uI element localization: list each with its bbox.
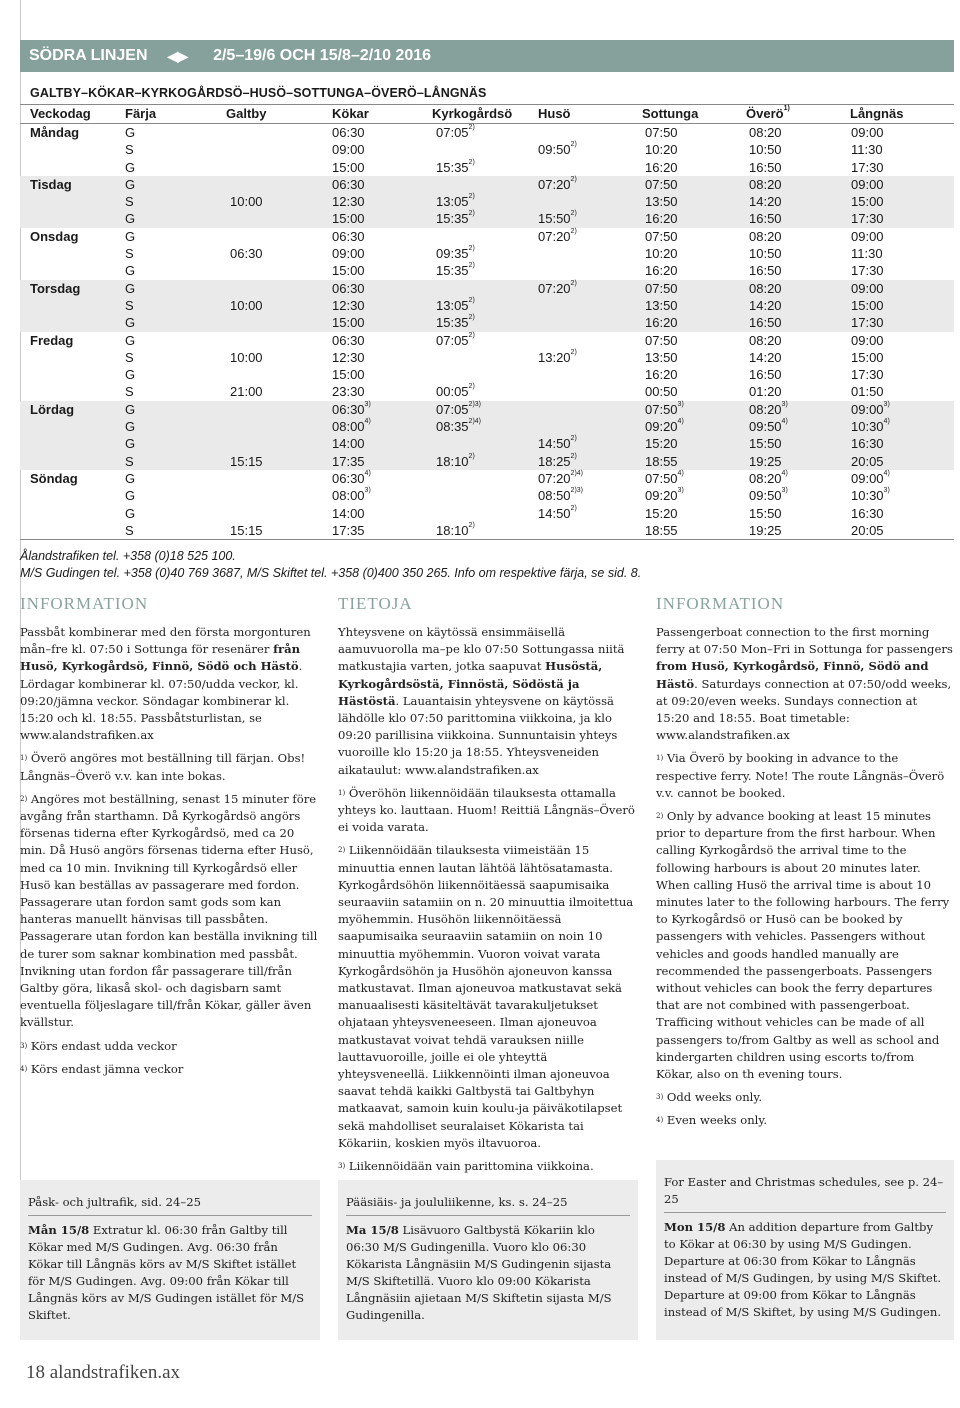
footnote-2: $^{2)}$ Angöres mot beställning, senast 15 minuter före avgång från starthamn. Då Kyrkogårdsö angörs försenas tiderna efter Kyrkogårdsö, med ca 20 min. Då Husö angörs försenas tiderna efter Husö, med ca 10 min. Invikning till Kyrkogårdsö eller Husö kan beställas av passagerare med fordon. Passagerare utan fordon samt gods som kan hanteras manuellt hänvisas till passbåten. Passagerare utan fordon kan beställa invikning till de turer som saknar kombination med passbåt. Invikning utan fordon får passagerare till/från Galtby göra, likaså skol- och dagisbarn samt eventuella följeslagare till/från Kökar, gäller även kvällstur.: [20, 791, 318, 1030]
timetable-row: [20, 314, 954, 331]
timetable-row: [20, 159, 954, 176]
footnote-1: $^{1)}$ Överöhön liikennöidään tilauksesta ottamalla yhteys ko. lauttaan. Huom! Reittiä Långnäs–Överö ei voida varata.: [338, 785, 635, 835]
weekday-cell: Lördag: [30, 401, 75, 417]
time-cell: 15:35$^{2)}$: [436, 262, 475, 279]
time-cell: 08:20$^{4)}$: [749, 469, 788, 486]
info-heading: TIETOJA: [338, 594, 413, 613]
time-cell: 07:50: [645, 280, 678, 296]
time-cell: 12:30: [332, 349, 365, 365]
time-cell: 15:35$^{2)}$: [436, 314, 475, 331]
footnote-3: $^{3)}$ Liikennöidään vain parittomina viikkoina.: [338, 1159, 594, 1174]
time-cell: 06:30: [332, 125, 365, 140]
col-header: Kyrkogårdsö: [432, 106, 513, 121]
time-cell: 07:20$^{2)}$: [538, 227, 577, 244]
time-cell: 15:00: [851, 349, 884, 365]
col-header: Överö$^{1)}$: [746, 105, 790, 121]
notice-text: Mån 15/8 Extratur kl. 06:30 från Galtby till Kökar med M/S Gudingen. Avg. 06:30 från Kökar till Långnäs körs av M/S Skiftet istället för M/S Gudingen. Avg. 09:00 från Kökar till Långnäs körs av M/S Gudingen istället för M/S Skiftet.: [28, 1223, 305, 1322]
time-cell: 17:30: [851, 211, 884, 227]
time-cell: 09:50$^{4)}$: [749, 418, 788, 435]
ferry-cell: G: [125, 228, 136, 244]
weekday-cell: Tisdag: [30, 176, 72, 192]
time-cell: 14:20: [749, 194, 782, 210]
time-cell: 09:35$^{2)}$: [436, 245, 475, 262]
time-cell: 17:30: [851, 263, 884, 279]
time-cell: 16:20: [645, 367, 678, 383]
time-cell: 17:30: [851, 159, 884, 175]
time-cell: 09:00: [332, 142, 365, 158]
notice-text: Ma 15/8 Lisävuoro Galtbystä Kökariin klo 06:30 M/S Gudingenilla. Vuoro klo 06:30 Kökarista Långnäsiin M/S Gudingenin sijasta M/S Skiftetillä. Vuoro klo 09:00 Kökarista Långnäsiin ajietaan M/S Skiftetin sijasta M/S Gudingenilla.: [346, 1223, 612, 1322]
time-cell: 16:20: [645, 263, 678, 279]
timetable-row: [20, 401, 954, 418]
timetable-row: [20, 245, 954, 262]
time-cell: 16:20: [645, 211, 678, 227]
ferry-cell: G: [125, 488, 136, 504]
ferry-cell: S: [125, 246, 134, 262]
time-cell: 14:00: [332, 436, 365, 452]
time-cell: 06:30: [332, 280, 365, 296]
time-cell: 19:25: [749, 453, 782, 469]
direction-arrows-icon: ◀▶: [167, 47, 188, 64]
time-cell: $08:35^{2)4)}$: [436, 418, 481, 435]
time-cell: 09:00: [851, 280, 884, 296]
page-footer: [26, 1362, 180, 1384]
time-cell: 09:00: [332, 246, 365, 262]
ferry-cell: S: [125, 384, 134, 400]
time-cell: 18:25$^{2)}$: [538, 452, 577, 469]
time-cell: 07:50: [645, 332, 678, 348]
time-cell: 10:20: [645, 142, 678, 158]
time-cell: 08:20: [749, 228, 782, 244]
timetable-header: [20, 105, 954, 124]
line-name: SÖDRA LINJEN: [29, 47, 148, 64]
time-cell: 06:30: [332, 228, 365, 244]
contact-info: [20, 548, 641, 581]
col-header: Långnäs: [850, 106, 904, 121]
time-cell: 09:00: [851, 228, 884, 244]
time-cell: 18:10$^{2)}$: [436, 521, 475, 538]
footnote-4: $^{4)}$ Körs endast jämna veckor: [20, 1061, 184, 1076]
contact-line: Ålandstrafiken tel. +358 (0)18 525 100.: [20, 549, 236, 563]
time-cell: $07:05^{2)3)}$: [436, 400, 481, 417]
time-cell: 17:35: [332, 453, 365, 469]
time-cell: 15:00: [851, 297, 884, 313]
ferry-cell: S: [125, 142, 134, 158]
time-cell: 08:00$^{4)}$: [332, 418, 371, 435]
site-link[interactable]: alandstrafiken.ax: [49, 1362, 181, 1383]
timetable-row: [20, 470, 954, 487]
time-cell: 14:20: [749, 349, 782, 365]
time-cell: 14:50$^{2)}$: [538, 435, 577, 452]
time-cell: 10:20: [645, 246, 678, 262]
time-cell: 15:35$^{2)}$: [436, 158, 475, 175]
time-cell: 13:50: [645, 297, 678, 313]
time-cell: 16:50: [749, 211, 782, 227]
time-cell: 17:30: [851, 315, 884, 331]
time-cell: 01:50: [851, 384, 884, 400]
ferry-cell: G: [125, 332, 136, 348]
time-cell: 16:50: [749, 263, 782, 279]
col-header: Galtby: [226, 106, 267, 121]
time-cell: 09:20$^{3)}$: [645, 487, 684, 504]
time-cell: 19:25: [749, 522, 782, 538]
notice-box-english: [656, 1160, 954, 1340]
ferry-cell: S: [125, 522, 134, 538]
time-cell: 17:30: [851, 367, 884, 383]
timetable-row: [20, 124, 954, 141]
time-cell: 09:00$^{3)}$: [851, 400, 890, 417]
ferry-cell: G: [125, 401, 136, 417]
time-cell: $07:20^{2)4)}$: [538, 469, 583, 486]
time-cell: 07:50: [645, 125, 678, 140]
time-cell: 16:50: [749, 367, 782, 383]
time-cell: 07:50: [645, 176, 678, 192]
time-cell: 08:20$^{3)}$: [749, 400, 788, 417]
ferry-cell: G: [125, 315, 136, 331]
footnote-3: $^{3)}$ Körs endast udda veckor: [20, 1038, 177, 1053]
ferry-cell: G: [125, 505, 136, 521]
time-cell: 07:50$^{4)}$: [645, 469, 684, 486]
info-heading: INFORMATION: [656, 594, 785, 613]
time-cell: 09:50$^{2)}$: [538, 141, 577, 158]
time-cell: 15:20: [645, 436, 678, 452]
timetable-row: [20, 349, 954, 366]
timetable-row: [20, 522, 954, 539]
time-cell: 17:35: [332, 522, 365, 538]
time-cell: 09:00: [851, 125, 884, 140]
period: 2/5–19/6 OCH 15/8–2/10 2016: [213, 47, 432, 64]
timetable-row: [20, 297, 954, 314]
time-cell: 07:20$^{2)}$: [538, 279, 577, 296]
time-cell: 07:50: [645, 228, 678, 244]
time-cell: 13:50: [645, 194, 678, 210]
time-cell: 18:10$^{2)}$: [436, 452, 475, 469]
timetable-row: [20, 141, 954, 158]
time-cell: 18:55: [645, 453, 678, 469]
timetable-row: [20, 176, 954, 193]
ferry-cell: G: [125, 263, 136, 279]
ferry-cell: G: [125, 211, 136, 227]
ferry-cell: S: [125, 297, 134, 313]
ferry-cell: S: [125, 194, 134, 210]
weekday-cell: Fredag: [30, 332, 74, 348]
time-cell: 15:20: [645, 505, 678, 521]
footnote-2: $^{2)}$ Liikennöidään tilauksesta viimeistään 15 minuuttia ennen lautan lähtöä lähtösatamasta. Kyrkogårdsöhön liikennöitäessä saapumisaika seuraaviin satamiin on n. 20 minuuttia ilmoitettua myöhemmin. Husöhön liikennöitäessä saapumisaika seuraaviin satamiin on noin 10 minuuttia myöhemmin. Vuoron voivat varata Kyrkogårdsöhön ja Husöhön ajoneuvon kanssa matkustavat. Ilman ajoneuvoa matkustavat sekä manuaalisesti käsiteltävät tavarakuljetukset ohjataan yhteysveneeseen. Ilman ajoneuvoa matkustavat voivat tehdä varauksen niille lauttavuoroille, joille ei ole yhteyttä yhteysveneellä. Liikkennöinti ilman ajoneuvoa saavat tehdä kaikki Galtbystä tai Galtbyhyn matkaavat, samoin kuin koulu-ja päiväkotilapset sekä mahdolliset seuralaiset Kökarista tai Kökariin, koskien myös iltavuoroa.: [338, 843, 634, 1150]
time-cell: 10:30$^{4)}$: [851, 418, 890, 435]
col-header: Kökar: [332, 106, 369, 121]
time-cell: 09:00$^{4)}$: [851, 469, 890, 486]
time-cell: 10:50: [749, 142, 782, 158]
time-cell: 15:00: [332, 211, 365, 227]
weekday-cell: Söndag: [30, 470, 78, 486]
time-cell: 15:50$^{2)}$: [538, 210, 577, 227]
ferry-cell: G: [125, 367, 136, 383]
notice-box-finnish: [338, 1180, 638, 1340]
info-english: [656, 594, 954, 1136]
time-cell: 21:00: [230, 384, 263, 400]
line-header: [20, 40, 954, 72]
col-header: Sottunga: [642, 106, 699, 121]
time-cell: 16:50: [749, 315, 782, 331]
ferry-cell: S: [125, 453, 134, 469]
time-cell: 16:30: [851, 436, 884, 452]
timetable-row: [20, 487, 954, 504]
time-cell: 09:20$^{4)}$: [645, 418, 684, 435]
time-cell: 16:30: [851, 505, 884, 521]
time-cell: 16:50: [749, 159, 782, 175]
time-cell: 06:30$^{3)}$: [332, 400, 371, 417]
time-cell: 10:00: [230, 194, 263, 210]
time-cell: 20:05: [851, 453, 884, 469]
timetable-row: [20, 366, 954, 383]
time-cell: 09:00: [851, 176, 884, 192]
timetable-row: [20, 280, 954, 297]
timetable-row: [20, 332, 954, 349]
weekday-cell: Måndag: [30, 125, 80, 140]
time-cell: 12:30: [332, 194, 365, 210]
ferry-cell: G: [125, 436, 136, 452]
timetable-row: [20, 262, 954, 279]
time-cell: 10:30$^{3)}$: [851, 487, 890, 504]
time-cell: 15:00: [332, 263, 365, 279]
ferry-cell: G: [125, 125, 136, 140]
time-cell: 12:30: [332, 297, 365, 313]
footnote-4: $^{4)}$ Even weeks only.: [656, 1113, 768, 1128]
timetable: [20, 104, 954, 540]
notice-text: Mon 15/8 An addition departure from Galtby to Kökar at 06:30 by using M/S Gudingen. Departure at 06:30 from Kökar to Långnäs instead of M/S Gudingen, by using M/S Skiftet. Departure at 09:00 from Kökar to Långnäs instead of M/S Skiftet, by using M/S Gudingen.: [664, 1220, 942, 1319]
time-cell: $08:50^{2)3)}$: [538, 487, 583, 504]
time-cell: 14:20: [749, 297, 782, 313]
time-cell: 06:30: [230, 246, 263, 262]
time-cell: 07:20$^{2)}$: [538, 175, 577, 192]
ferry-cell: G: [125, 176, 136, 192]
col-header: Husö: [538, 106, 571, 121]
weekday-cell: Torsdag: [30, 280, 81, 296]
time-cell: 08:20: [749, 280, 782, 296]
time-cell: 10:00: [230, 297, 263, 313]
notice-heading: For Easter and Christmas schedules, see p. 24–25: [664, 1174, 946, 1213]
footnote-3: $^{3)}$ Odd weeks only.: [656, 1090, 763, 1105]
ferry-cell: S: [125, 349, 134, 365]
time-cell: 09:50$^{3)}$: [749, 487, 788, 504]
time-cell: 18:55: [645, 522, 678, 538]
time-cell: 10:50: [749, 246, 782, 262]
notice-heading: Pääsiäis- ja joululiikenne, ks. s. 24–25: [346, 1194, 630, 1216]
time-cell: 13:50: [645, 349, 678, 365]
ferry-cell: G: [125, 159, 136, 175]
time-cell: 16:20: [645, 159, 678, 175]
time-cell: 06:30: [332, 176, 365, 192]
time-cell: 15:50: [749, 505, 782, 521]
time-cell: 00:50: [645, 384, 678, 400]
info-paragraph: Passbåt kombinerar med den första morgonturen mån–fre kl. 07:50 i Sottunga för resenärer från Husö, Kyrkogårdsö, Finnö, Södö och Hästö. Lördagar kombinerar kl. 07:50/udda veckor, kl. 09:20/jämna veckor. Söndagar kombinerar kl. 15:20 och kl. 18:55. Passbåtsturlistan, se www.alandstrafiken.ax: [20, 625, 311, 743]
time-cell: 09:00: [851, 332, 884, 348]
time-cell: 10:00: [230, 349, 263, 365]
timetable-row: [20, 228, 954, 245]
time-cell: 15:00: [332, 159, 365, 175]
footnote-1: $^{1)}$ Överö angöres mot beställning till färjan. Obs! Långnäs–Överö v.v. kan inte bokas.: [20, 751, 306, 783]
time-cell: 15:00: [332, 315, 365, 331]
time-cell: 13:05$^{2)}$: [436, 296, 475, 313]
ferry-cell: G: [125, 280, 136, 296]
time-cell: 15:00: [332, 367, 365, 383]
col-header: Veckodag: [30, 106, 91, 121]
time-cell: 13:20$^{2)}$: [538, 348, 577, 365]
time-cell: 08:20: [749, 125, 782, 140]
time-cell: 06:30: [332, 332, 365, 348]
time-cell: 00:05$^{2)}$: [436, 383, 475, 400]
notice-box-swedish: [20, 1180, 320, 1340]
info-heading: INFORMATION: [20, 594, 149, 613]
time-cell: 14:50$^{2)}$: [538, 504, 577, 521]
info-paragraph: Passengerboat connection to the first morning ferry at 07:50 Mon–Fri in Sottunga for passengers from Husö, Kyrkogårdsö, Finnö, Södö and Hästö. Saturdays connection at 07:50/odd weeks, at 09:20/even weeks. Sundays connection at 15:20 and 18:55. Boat timetable: www.alandstrafiken.ax: [656, 625, 953, 743]
page-number: 18: [26, 1362, 45, 1383]
timetable-body: [20, 124, 954, 539]
time-cell: 16:20: [645, 315, 678, 331]
time-cell: 07:50$^{3)}$: [645, 400, 684, 417]
timetable-row: [20, 193, 954, 210]
time-cell: 15:15: [230, 453, 263, 469]
time-cell: 15:50: [749, 436, 782, 452]
time-cell: 14:00: [332, 505, 365, 521]
time-cell: 07:05$^{2)}$: [436, 124, 475, 140]
timetable-row: [20, 383, 954, 400]
route-title: GALTBY–KÖKAR–KYRKOGÅRDSÖ–HUSÖ–SOTTUNGA–ÖVERÖ–LÅNGNÄS: [30, 86, 487, 100]
ferry-cell: G: [125, 419, 136, 435]
time-cell: 20:05: [851, 522, 884, 538]
time-cell: 11:30: [851, 246, 883, 262]
time-cell: 23:30: [332, 384, 365, 400]
timetable-row: [20, 505, 954, 522]
timetable-row: [20, 418, 954, 435]
time-cell: 01:20: [749, 384, 782, 400]
contact-line: M/S Gudingen tel. +358 (0)40 769 3687, M/S Skiftet tel. +358 (0)400 350 265. Info om respektive färja, se sid. 8.: [20, 565, 642, 580]
info-finnish: [338, 594, 638, 1205]
time-cell: 07:05$^{2)}$: [436, 331, 475, 348]
time-cell: 06:30$^{4)}$: [332, 469, 371, 486]
info-paragraph: Yhteysvene on käytössä ensimmäisellä aamuvuorolla ma–pe klo 07:50 Sottungassa niitä matkustajia varten, jotka saapuvat Husöstä, Kyrkogårdsöstä, Finnöstä, Södöstä ja Hästöstä. Lauantaisin yhteysvene on käytössä lähdölle klo 07:50 parittomina viikkoina, ja klo 09:20 parillisina viikkoina. Sunnuntaisin yhteys vuoroille klo 15:20 ja 18:55. Yhteysveneiden aikataulut: www.alandstrafiken.ax: [338, 625, 625, 777]
col-header: Färja: [125, 106, 157, 121]
time-cell: 11:30: [851, 142, 883, 158]
time-cell: 13:05$^{2)}$: [436, 193, 475, 210]
time-cell: 08:20: [749, 176, 782, 192]
notice-heading: Påsk- och jultrafik, sid. 24–25: [28, 1194, 312, 1216]
info-swedish: [20, 594, 320, 1084]
time-cell: 08:00$^{3)}$: [332, 487, 371, 504]
timetable-row: [20, 210, 954, 227]
timetable-row: [20, 435, 954, 452]
timetable-row: [20, 453, 954, 470]
time-cell: 15:00: [851, 194, 884, 210]
time-cell: 08:20: [749, 332, 782, 348]
time-cell: 15:35$^{2)}$: [436, 210, 475, 227]
footnote-1: $^{1)}$ Via Överö by booking in advance to the respective ferry. Note! The route Långnäs–Överö v.v. cannot be booked.: [656, 751, 945, 800]
time-cell: 15:15: [230, 522, 263, 538]
weekday-cell: Onsdag: [30, 228, 79, 244]
ferry-cell: G: [125, 470, 136, 486]
footnote-2: $^{2)}$ Only by advance booking at least 15 minutes prior to departure from the first harbour. When calling Kyrkogårdsö the arrival time to the following harbours is about 20 minutes later. When calling Husö the arrival time is about 10 minutes later to the following harbours. The ferry to Kyrkogårdsö or Husö can be booked by passengers with vehicles. Passengers without vehicles and goods handled manually are recommended the passengerboats. Passengers without vehicles can book the ferry departures that are not combined with passengerboat. Trafficing without vehicles can be made of all passengers to/from Galtby as well as school and kindergarten children using escorts to/from Kökar, also on th evening tours.: [656, 809, 950, 1082]
